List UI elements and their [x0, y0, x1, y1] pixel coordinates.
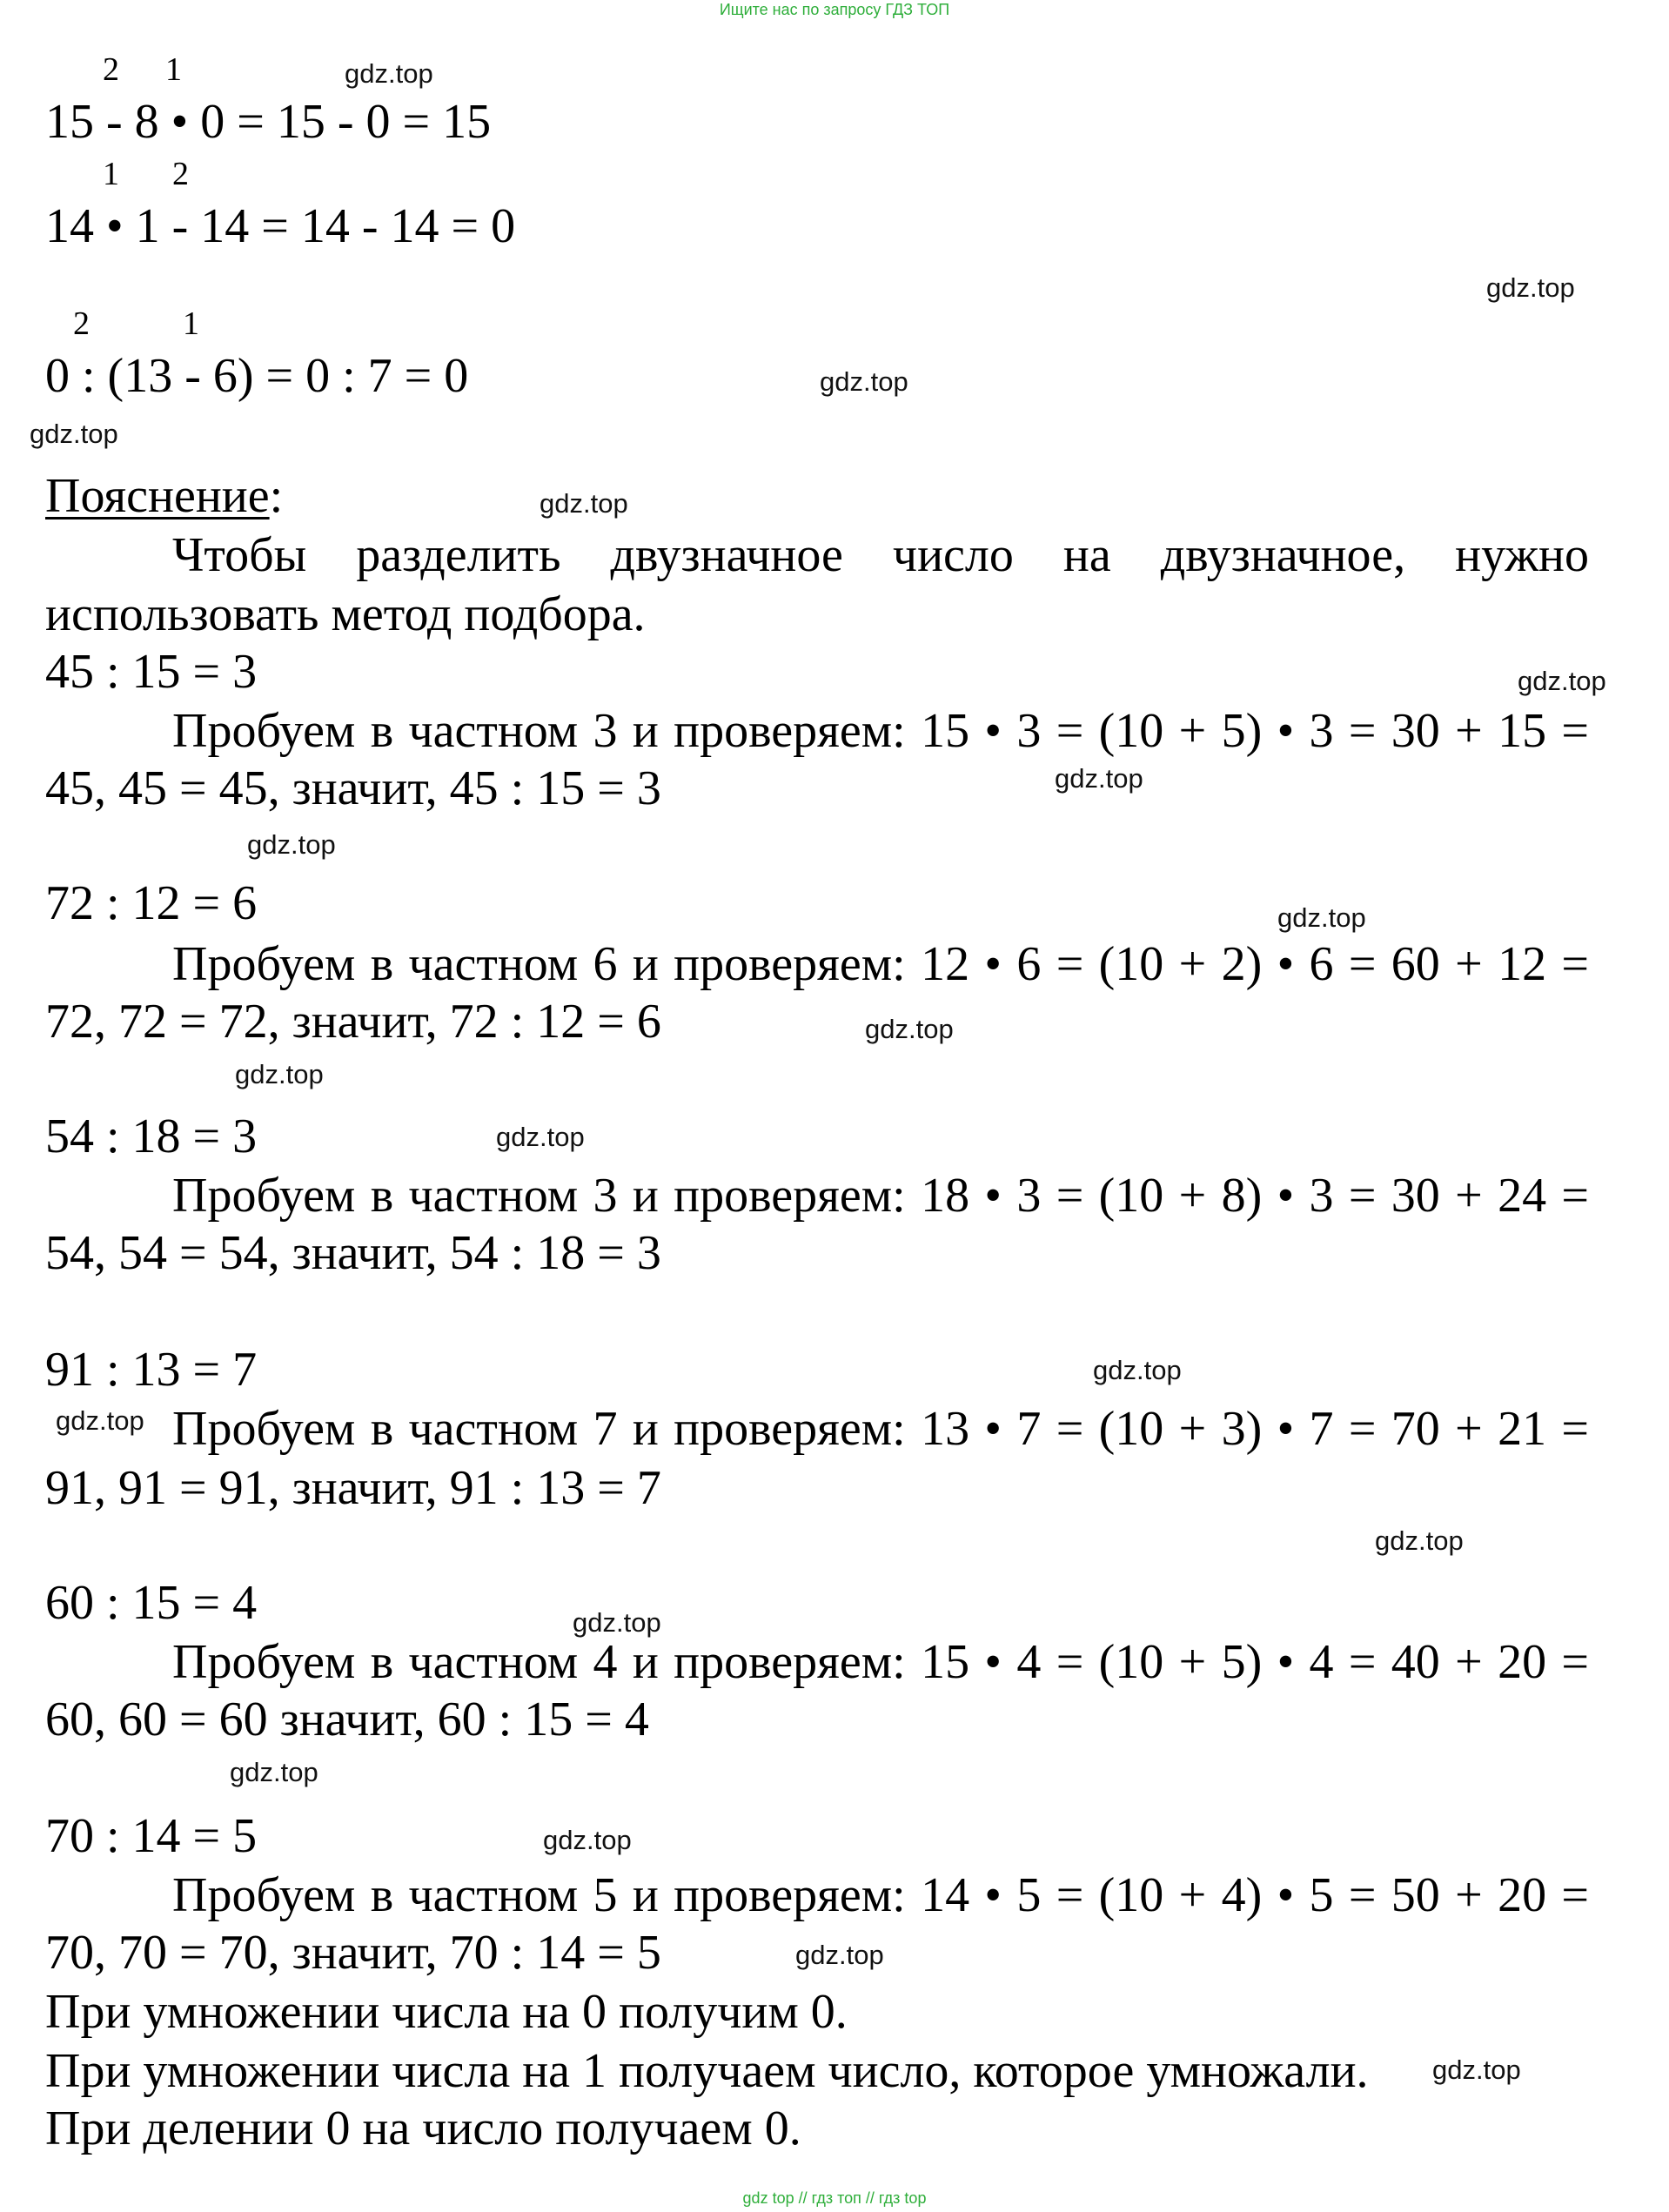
watermark: gdz.top: [1486, 272, 1575, 303]
equation-1: 15 - 8 • 0 = 15 - 0 = 15: [45, 95, 492, 149]
watermark: gdz.top: [1432, 2054, 1521, 2085]
watermark: gdz.top: [247, 829, 336, 860]
watermark: gdz.top: [865, 1014, 954, 1044]
division-check-line-2: 91, 91 = 91, значит, 91 : 13 = 7: [45, 1461, 661, 1515]
watermark: gdz.top: [1055, 763, 1143, 794]
division-expr: 72 : 12 = 6: [45, 876, 258, 930]
equation-2: 14 • 1 - 14 = 14 - 14 = 0: [45, 199, 516, 253]
division-expr: 60 : 15 = 4: [45, 1576, 258, 1630]
division-check-line-2: 45, 45 = 45, значит, 45 : 15 = 3: [45, 761, 661, 815]
division-check-line-1: Пробуем в частном 3 и проверяем: 15 • 3 = (10 + 5) • 3 = 30 + 15 =: [172, 704, 1589, 758]
division-expr: 54 : 18 = 3: [45, 1109, 258, 1163]
watermark: gdz.top: [230, 1757, 318, 1787]
division-check-line-2: 72, 72 = 72, значит, 72 : 12 = 6: [45, 995, 661, 1049]
equation-3: 0 : (13 - 6) = 0 : 7 = 0: [45, 349, 469, 403]
division-check-line-2: 54, 54 = 54, значит, 54 : 18 = 3: [45, 1226, 661, 1280]
watermark: gdz.top: [56, 1405, 144, 1436]
watermark: gdz.top: [345, 58, 433, 89]
order-number: 2: [172, 156, 189, 192]
explanation-intro-line-2: использовать метод подбора.: [45, 587, 646, 641]
division-check-line-2: 70, 70 = 70, значит, 70 : 14 = 5: [45, 1926, 661, 1980]
order-number: 2: [73, 305, 90, 342]
watermark: gdz.top: [795, 1940, 884, 1970]
watermark: gdz.top: [496, 1122, 585, 1152]
watermark: gdz.top: [573, 1607, 661, 1638]
division-check-line-2: 60, 60 = 60 значит, 60 : 15 = 4: [45, 1693, 649, 1746]
order-number: 1: [183, 305, 199, 342]
watermark: gdz.top: [1093, 1355, 1182, 1385]
header-search-hint: Ищите нас по запросу ГДЗ ТОП: [719, 1, 950, 18]
division-check-line-1: Пробуем в частном 5 и проверяем: 14 • 5 = (10 + 4) • 5 = 50 + 20 =: [172, 1868, 1589, 1922]
order-number: 1: [165, 51, 182, 88]
watermark: gdz.top: [1375, 1525, 1464, 1556]
explanation-heading-text: Пояснение: [45, 469, 270, 523]
explanation-heading: [45, 466, 283, 526]
watermark: gdz.top: [1518, 666, 1606, 696]
explanation-intro-line-1: Чтобы разделить двузначное число на двузначное, нужно: [172, 528, 1589, 582]
order-number: 2: [103, 51, 119, 88]
watermark: gdz.top: [235, 1059, 324, 1089]
watermark: gdz.top: [30, 419, 118, 449]
rule-multiply-one: При умножении числа на 1 получаем число, которое умножали.: [45, 2044, 1369, 2098]
watermark: gdz.top: [543, 1825, 632, 1855]
watermark: gdz.top: [820, 366, 908, 397]
division-expr: 45 : 15 = 3: [45, 645, 258, 699]
rule-divide-zero: При делении 0 на число получаем 0.: [45, 2101, 801, 2155]
order-number: 1: [103, 156, 119, 192]
division-expr: 70 : 14 = 5: [45, 1809, 258, 1863]
division-check-line-1: Пробуем в частном 6 и проверяем: 12 • 6 = (10 + 2) • 6 = 60 + 12 =: [172, 937, 1589, 991]
explanation-heading-colon: :: [269, 469, 284, 523]
division-check-line-1: Пробуем в частном 7 и проверяем: 13 • 7 = (10 + 3) • 7 = 70 + 21 =: [172, 1402, 1589, 1456]
watermark: gdz.top: [540, 488, 628, 519]
division-check-line-1: Пробуем в частном 3 и проверяем: 18 • 3 = (10 + 8) • 3 = 30 + 24 =: [172, 1169, 1589, 1223]
watermark: gdz.top: [1277, 902, 1366, 933]
division-check-line-1: Пробуем в частном 4 и проверяем: 15 • 4 = (10 + 5) • 4 = 40 + 20 =: [172, 1635, 1589, 1689]
footer-watermark: gdz top // гдз топ // гдз top: [742, 2189, 927, 2207]
rule-multiply-zero: При умножении числа на 0 получим 0.: [45, 1985, 848, 2039]
division-expr: 91 : 13 = 7: [45, 1343, 258, 1397]
